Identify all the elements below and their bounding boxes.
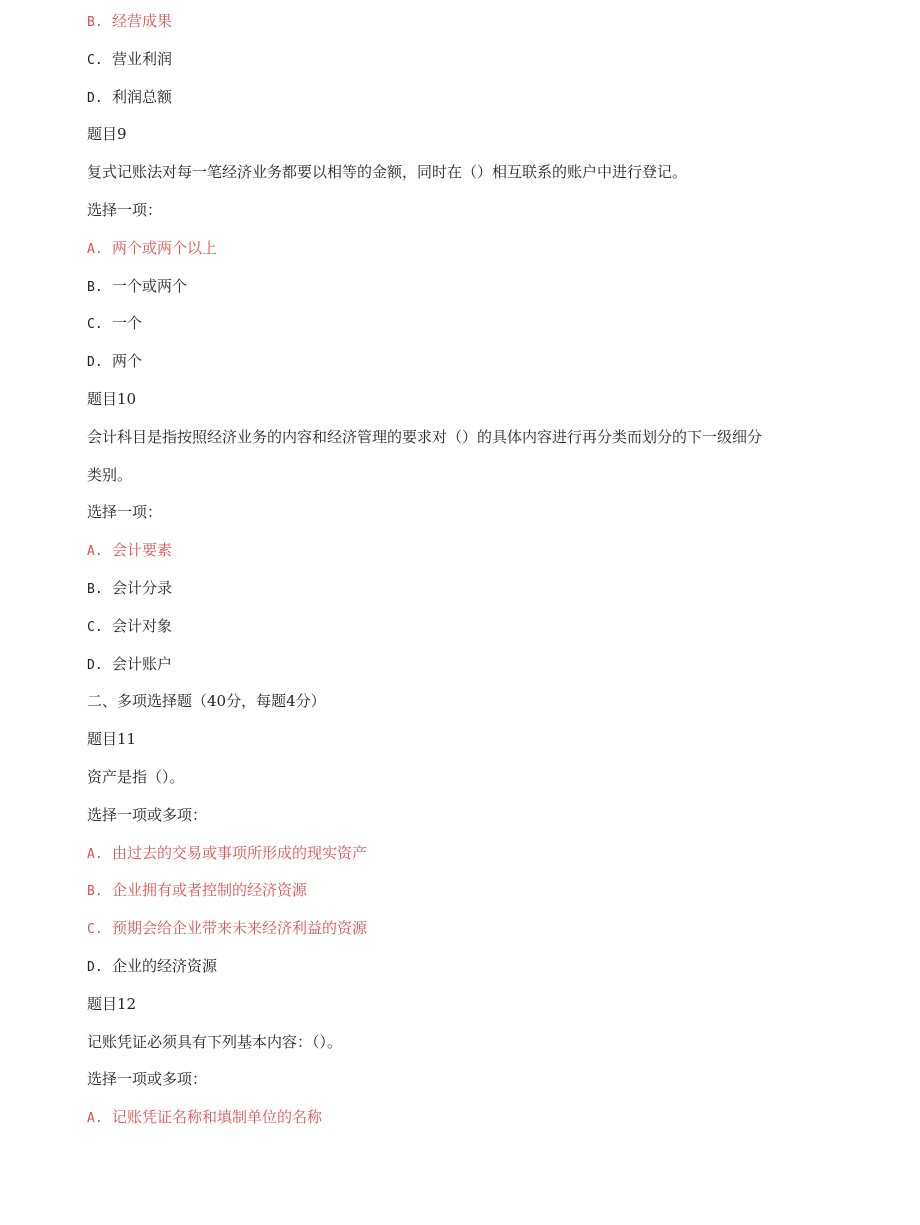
line-text: 题目11	[87, 730, 137, 749]
answer-option	[87, 311, 847, 349]
option-label: C.	[87, 317, 103, 333]
option-text: 由过去的交易或事项所形成的现实资产	[112, 843, 368, 862]
answer-option	[87, 878, 847, 916]
text-line	[87, 689, 847, 727]
option-text: 一个或两个	[112, 276, 188, 295]
line-text: 复式记账法对每一笔经济业务都要以相等的金额，同时在（）相互联系的账户中进行登记。	[87, 163, 688, 182]
answer-option	[87, 236, 847, 274]
text-line	[87, 803, 847, 841]
option-text: 两个或两个以上	[112, 238, 218, 257]
option-label: D.	[87, 90, 103, 106]
option-label: B.	[87, 15, 103, 30]
option-text: 经营成果	[112, 12, 173, 30]
option-label: C.	[87, 619, 103, 635]
text-line	[87, 500, 847, 538]
answer-option	[87, 841, 847, 879]
text-line	[87, 463, 847, 501]
option-label: A.	[87, 1111, 103, 1127]
option-text: 会计分录	[112, 578, 173, 597]
answer-option	[87, 614, 847, 652]
option-text: 会计对象	[112, 616, 173, 635]
option-text: 企业的经济资源	[112, 956, 218, 975]
option-label: D.	[87, 355, 103, 371]
option-text: 企业拥有或者控制的经济资源	[112, 881, 308, 900]
text-line	[87, 425, 847, 463]
answer-option	[87, 9, 847, 47]
option-text: 一个	[112, 314, 143, 333]
line-text: 选择一项或多项：	[87, 805, 208, 824]
line-text: 题目12	[87, 994, 137, 1013]
line-text: 题目10	[87, 389, 137, 408]
text-line	[87, 122, 847, 160]
text-line	[87, 160, 847, 198]
text-line	[87, 1067, 847, 1105]
line-text: 选择一项：	[87, 503, 163, 522]
text-line	[87, 765, 847, 803]
option-text: 营业利润	[112, 49, 173, 68]
option-label: A.	[87, 241, 103, 257]
option-label: C.	[87, 52, 103, 68]
option-text: 记账凭证名称和填制单位的名称	[112, 1108, 323, 1127]
answer-option	[87, 652, 847, 690]
option-label: C.	[87, 922, 103, 938]
answer-option	[87, 274, 847, 312]
option-label: D.	[87, 657, 103, 673]
text-line	[87, 387, 847, 425]
option-label: B.	[87, 884, 103, 900]
answer-option	[87, 538, 847, 576]
option-text: 两个	[112, 352, 143, 371]
answer-option	[87, 576, 847, 614]
option-label: B.	[87, 279, 103, 295]
option-label: A.	[87, 846, 103, 862]
answer-option	[87, 47, 847, 85]
line-text: 选择一项或多项：	[87, 1070, 208, 1089]
answer-option	[87, 954, 847, 992]
answer-option	[87, 1105, 847, 1143]
option-text: 会计要素	[112, 541, 173, 560]
line-text: 资产是指（）。	[87, 767, 185, 786]
text-line	[87, 1030, 847, 1068]
line-text: 题目9	[87, 125, 127, 144]
text-line	[87, 198, 847, 236]
answer-option	[87, 349, 847, 387]
line-text: 记账凭证必须具有下列基本内容：（）。	[87, 1032, 343, 1051]
document-body	[87, 9, 847, 1143]
line-text: 会计科目是指按照经济业务的内容和经济管理的要求对（）的具体内容进行再分类而划分的下一级细分	[87, 427, 763, 446]
option-label: B.	[87, 581, 103, 597]
line-text: 选择一项：	[87, 200, 163, 219]
line-text: 二、多项选择题（40分，每题4分）	[87, 692, 326, 711]
option-text: 预期会给企业带来未来经济利益的资源	[112, 919, 368, 938]
answer-option	[87, 85, 847, 123]
text-line	[87, 992, 847, 1030]
option-label: D.	[87, 959, 103, 975]
line-text: 类别。	[87, 465, 133, 484]
option-text: 利润总额	[112, 87, 173, 106]
option-label: A.	[87, 544, 103, 560]
option-text: 会计账户	[112, 654, 173, 673]
answer-option	[87, 916, 847, 954]
text-line	[87, 727, 847, 765]
